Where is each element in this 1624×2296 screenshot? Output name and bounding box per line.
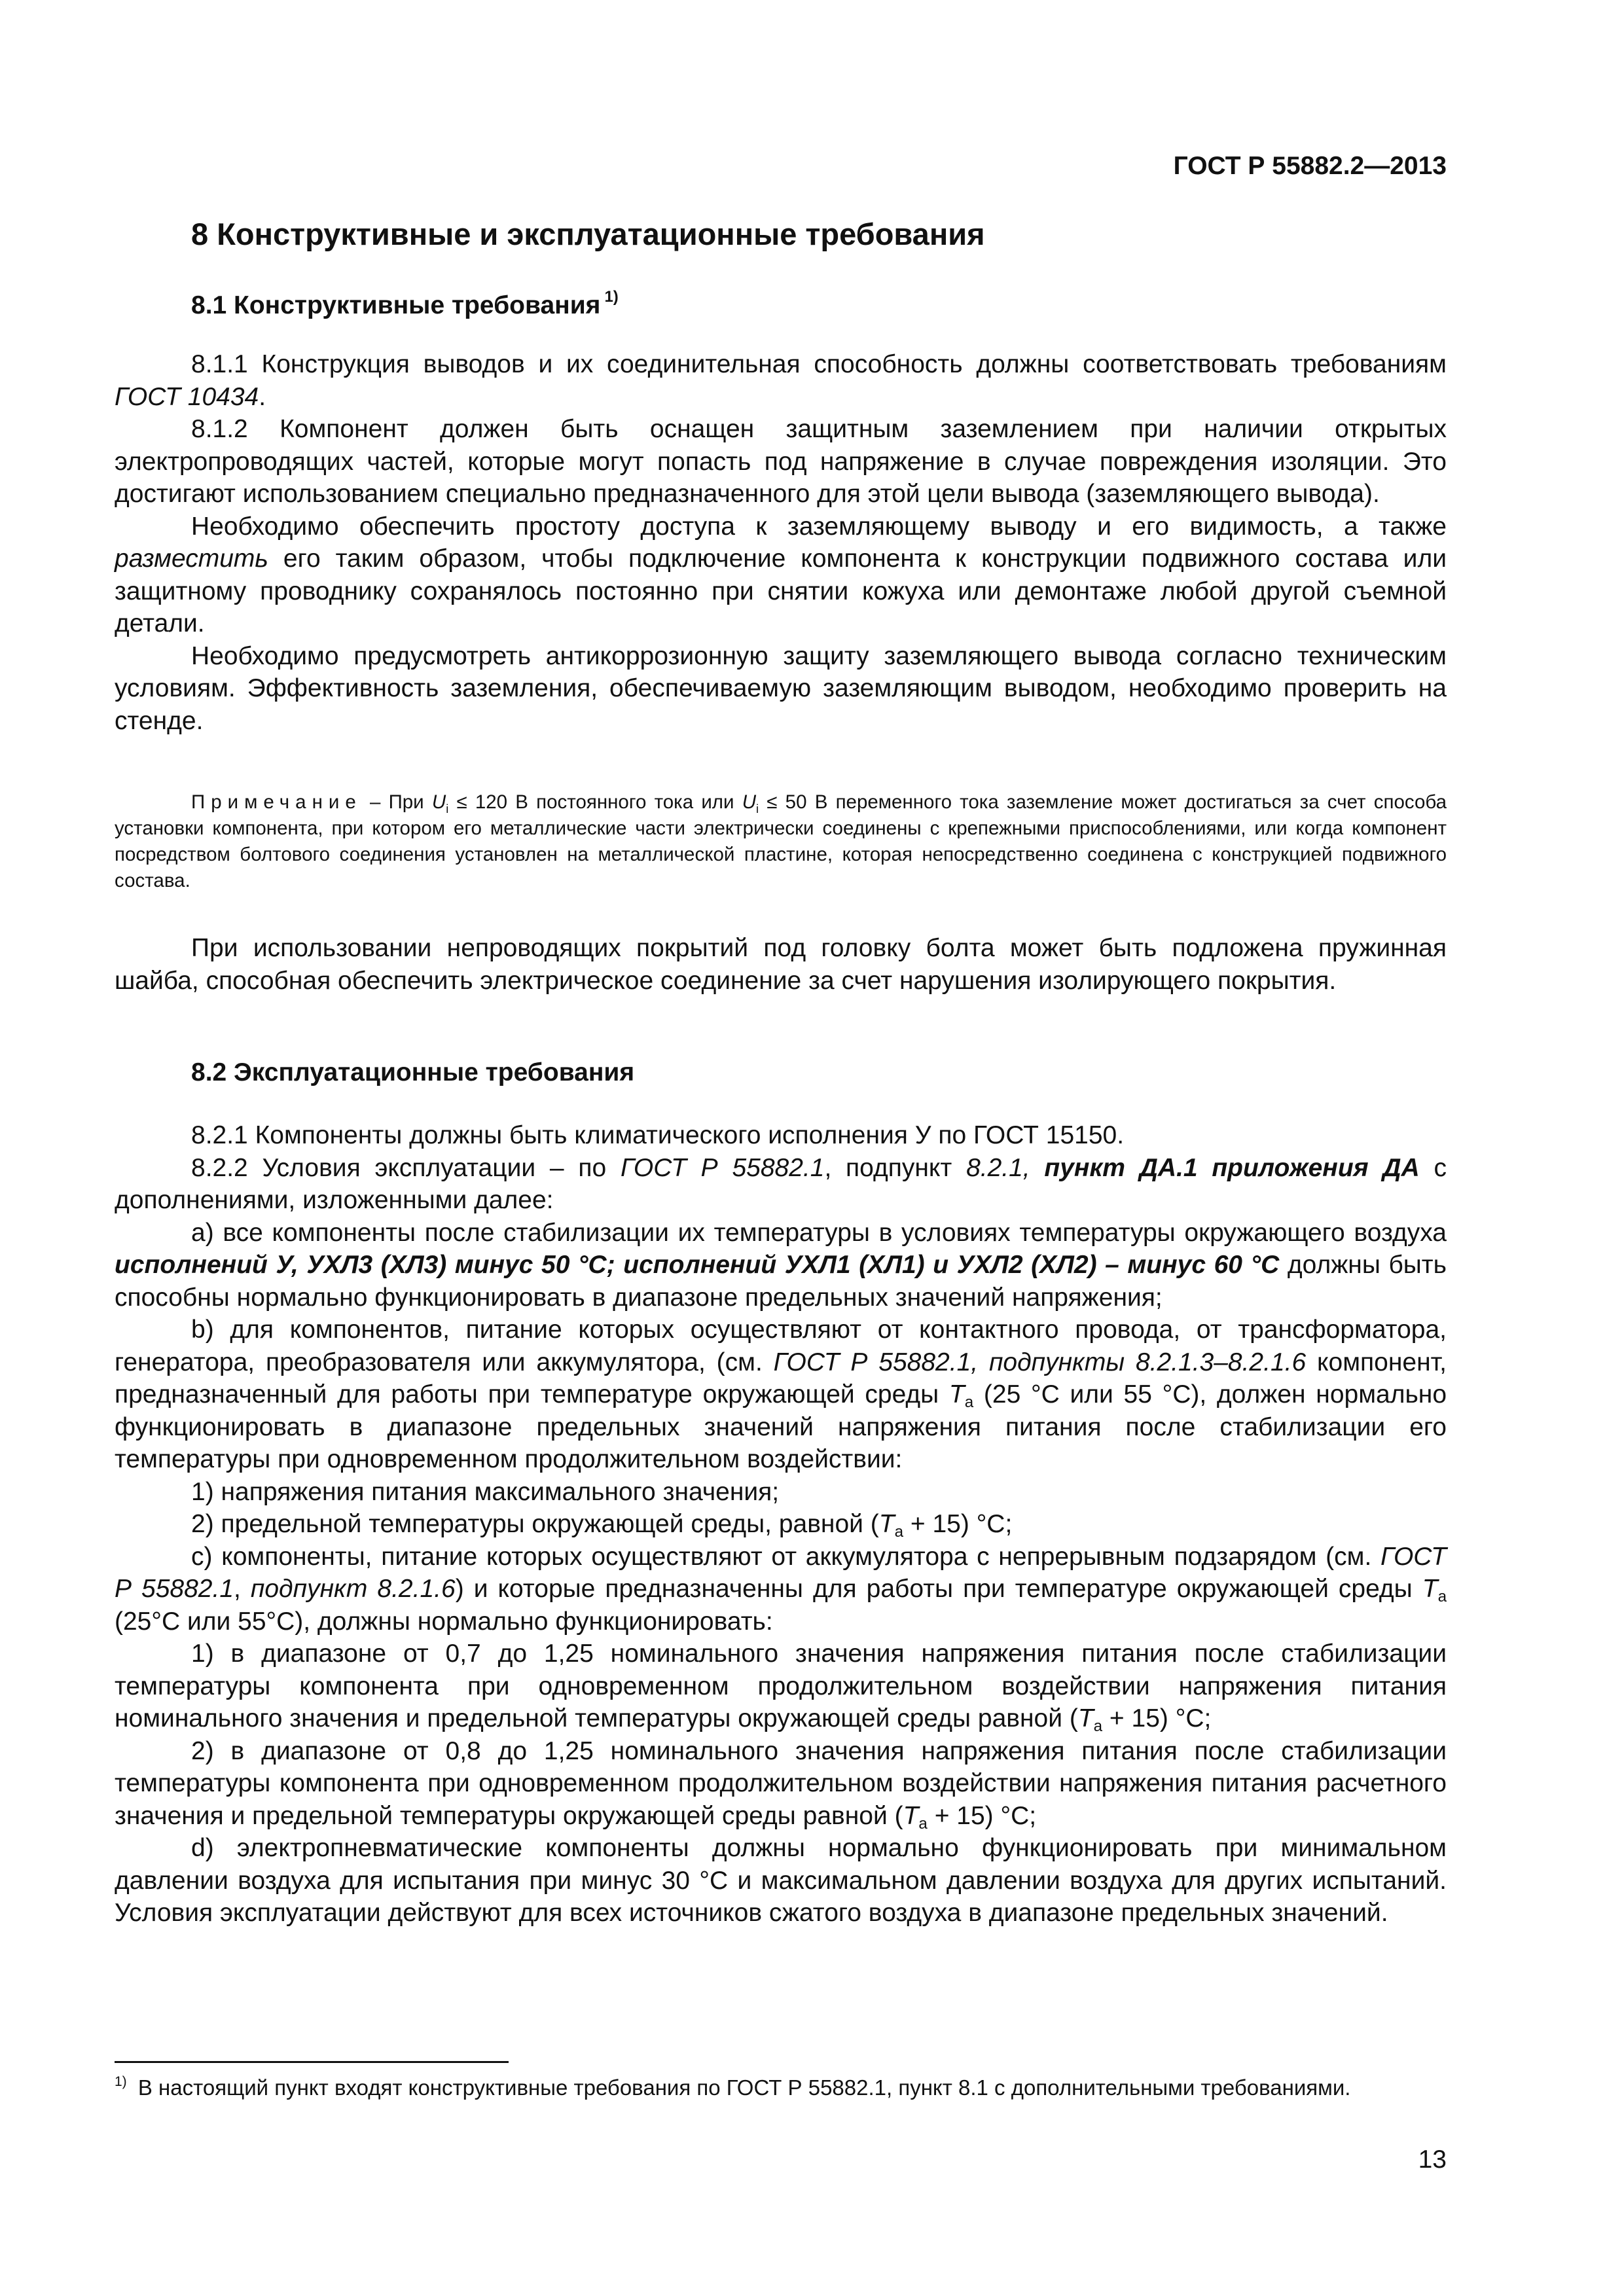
list-item-text: c) компоненты, питание которых осуществляют от аккумулятора с непрерывным подзарядом (см.: [191, 1542, 1381, 1571]
list-item-c: [115, 1541, 1447, 1638]
paragraph-text: его таким образом, чтобы подключение компонента к конструкции подвижного состава или защитному проводнику сохранялось постоянно при снятии кожуха или демонтаже любой другой съемной детали.: [115, 545, 1447, 637]
emphasized-word: разместить: [115, 545, 268, 573]
paragraph-8-1-1: [115, 348, 1447, 413]
list-item-text: компонент, предназначенный для работы при температуре окружающей среды: [115, 1348, 1447, 1408]
list-item-text: a) все компоненты после стабилизации их температуры в условиях температуры окружающего воздуха: [191, 1218, 1447, 1247]
footnote-mark: 1): [115, 2074, 127, 2089]
temperature-subscript: a: [918, 1814, 928, 1833]
note-block: [115, 789, 1447, 894]
paragraph-spring-washer: При использовании непроводящих покрытий под головку болта может быть подложена пружинная шайба, способная обеспечить электрическое соединение за счет нарушения изолирующего покрытия.: [115, 934, 1447, 995]
standard-reference: ГОСТ 10434: [115, 382, 259, 411]
list-item-b: [115, 1314, 1447, 1476]
paragraph-8-2-1: 8.2.1 Компоненты должны быть климатического исполнения У по ГОСТ 15150.: [191, 1121, 1125, 1149]
section-8-2-body: [115, 1119, 1447, 1929]
voltage-subscript: i: [446, 802, 449, 816]
list-item-text: 2) в диапазоне от 0,8 до 1,25 номинального значения напряжения питания после стабилизации температуры компонента при одновременном продолжительном воздействии напряжения питания расчетного значения и предельной температуры окружающей среды равной (: [115, 1736, 1447, 1830]
paragraph-grounding-access: [115, 511, 1447, 640]
list-item-c-2: [115, 1735, 1447, 1833]
temperature-symbol: T: [878, 1510, 895, 1538]
list-item-text: (25 °С или 55 °С), должен нормально функционировать в диапазоне предельных значений напряжения питания после стабилизации его температуры при одновременном продолжительном воздействии:: [115, 1380, 1447, 1473]
temperature-requirement: исполнений У, УХЛ3 (ХЛ3) минус 50 °С; исполнений УХЛ1 (ХЛ1) и УХЛ2 (ХЛ2) – минус 60 °С: [115, 1251, 1280, 1279]
note-text: ≤ 120 В постоянного тока или: [448, 791, 742, 813]
voltage-symbol: U: [742, 791, 757, 813]
list-item-text: ,: [234, 1575, 251, 1603]
footnote-reference-mark: 1): [604, 288, 619, 306]
note-text: ≤ 50 В переменного тока заземление может достигаться за счет способа установки компонента, при котором его металлические части электрически соединены с крепежными приспособлениями, или когда компонент посредством болтового соединения установлен на металлической пластине, которая непосредственно соединена с конструкцией подвижного состава.: [115, 791, 1447, 891]
note-paragraph: [115, 789, 1447, 894]
temperature-symbol: T: [1422, 1575, 1438, 1603]
paragraph-corrosion-protection: Необходимо предусмотреть антикоррозионную защиту заземляющего вывода согласно техническим условиям. Эффективность заземления, обеспечиваемую заземляющим выводом, необходимо проверить на стенде.: [115, 641, 1447, 735]
temperature-subscript: a: [1093, 1717, 1103, 1735]
document-header-id: ГОСТ Р 55882.2—2013: [1173, 152, 1447, 180]
list-item-text: + 15) °С;: [903, 1510, 1013, 1538]
temperature-symbol: T: [948, 1380, 965, 1408]
temperature-symbol: T: [903, 1801, 919, 1830]
list-item-text: + 15) °С;: [927, 1801, 1037, 1830]
list-item-text: + 15) °С;: [1102, 1704, 1212, 1732]
temperature-subscript: a: [964, 1393, 974, 1411]
temperature-symbol: T: [1077, 1704, 1094, 1732]
list-item-a: [115, 1217, 1447, 1314]
list-item-text: 1) в диапазоне от 0,7 до 1,25 номинального значения напряжения питания после стабилизации температуры компонента при одновременном продолжительном воздействии напряжения питания номинального значения и предельной температуры окружающей среды равной (: [115, 1640, 1447, 1732]
paragraph-text: с дополнениями, изложенными далее:: [115, 1153, 1447, 1214]
section-8-1-title: [191, 288, 1435, 320]
footnote-text: В настоящий пункт входят конструктивные требования по ГОСТ Р 55882.1, пункт 8.1 с дополнительными требованиями.: [132, 2075, 1351, 2100]
standard-reference: ГОСТ Р 55882.1: [115, 1542, 1447, 1603]
subclause-reference: 8.2.1,: [966, 1153, 1030, 1182]
paragraph-text: Необходимо обеспечить простоту доступа к заземляющему выводу и его видимость, а также: [191, 512, 1447, 541]
list-item-text: должны быть способны нормально функционировать в диапазоне предельных значений напряжения;: [115, 1251, 1447, 1312]
temperature-subscript: a: [1437, 1588, 1447, 1605]
voltage-symbol: U: [431, 791, 446, 813]
subclause-reference: подпункт 8.2.1.6: [250, 1575, 456, 1603]
footnote: [115, 2068, 1447, 2102]
paragraph-8-2-2: [115, 1152, 1447, 1217]
list-item-b-1: 1) напряжения питания максимального значения;: [191, 1477, 780, 1506]
annex-reference: пункт ДА.1 приложения ДА: [1044, 1153, 1420, 1182]
list-item-c-1: [115, 1638, 1447, 1735]
note-label: Примечание: [191, 791, 362, 813]
punctuation: .: [259, 382, 266, 411]
standard-reference: ГОСТ Р 55882.1, подпункты 8.2.1.3–8.2.1.6: [773, 1348, 1307, 1376]
temperature-subscript: a: [894, 1523, 904, 1541]
list-item-text: (25°С или 55°С), должны нормально функционировать:: [115, 1607, 773, 1636]
list-item-text: ) и которые предназначенны для работы при температуре окружающей среды: [455, 1575, 1422, 1603]
paragraph-8-1-1-text: 8.1.1 Конструкция выводов и их соединительная способность должны соответствовать требованиям: [191, 350, 1447, 378]
paragraph-spring-washer-block: [115, 932, 1447, 997]
footnote-separator: [115, 2061, 509, 2063]
page-number: 13: [1418, 2145, 1447, 2174]
note-text: – При: [361, 791, 432, 813]
list-item-text: b) для компонентов, питание которых осуществляют от контактного провода, от трансформатора, генератора, преобразователя или аккумулятора, (см.: [115, 1316, 1447, 1376]
section-8-title: 8 Конструктивные и эксплуатационные требования: [191, 217, 985, 251]
list-item-b-2: [115, 1508, 1447, 1541]
paragraph-text: [1030, 1154, 1045, 1182]
standard-reference: ГОСТ Р 55882.1: [620, 1153, 825, 1182]
paragraph-text: , подпункт: [824, 1153, 967, 1182]
section-8-1-title-text: 8.1 Конструктивные требования: [191, 291, 601, 319]
paragraph-8-1-2: 8.1.2 Компонент должен быть оснащен защитным заземлением при наличии открытых электропроводящих частей, которые могут попасть под напряжение в случае повреждения изоляции. Это достигают использованием специально предназначенного для этой цели вывода (заземляющего вывода).: [115, 415, 1447, 508]
paragraph-text: 8.2.2 Условия эксплуатации – по: [191, 1153, 621, 1182]
voltage-subscript: i: [756, 802, 759, 816]
list-item-d: d) электропневматические компоненты должны нормально функционировать при минимальном давлении воздуха для испытания при минус 30 °С и максимальном давлении воздуха для других испытаний. Условия эксплуатации действуют для всех источников сжатого воздуха в диапазоне предельных значений.: [115, 1834, 1447, 1927]
section-8-2-title: 8.2 Эксплуатационные требования: [191, 1058, 635, 1086]
list-item-text: 2) предельной температуры окружающей среды, равной (: [191, 1510, 879, 1538]
section-8-1-body: [115, 348, 1447, 737]
